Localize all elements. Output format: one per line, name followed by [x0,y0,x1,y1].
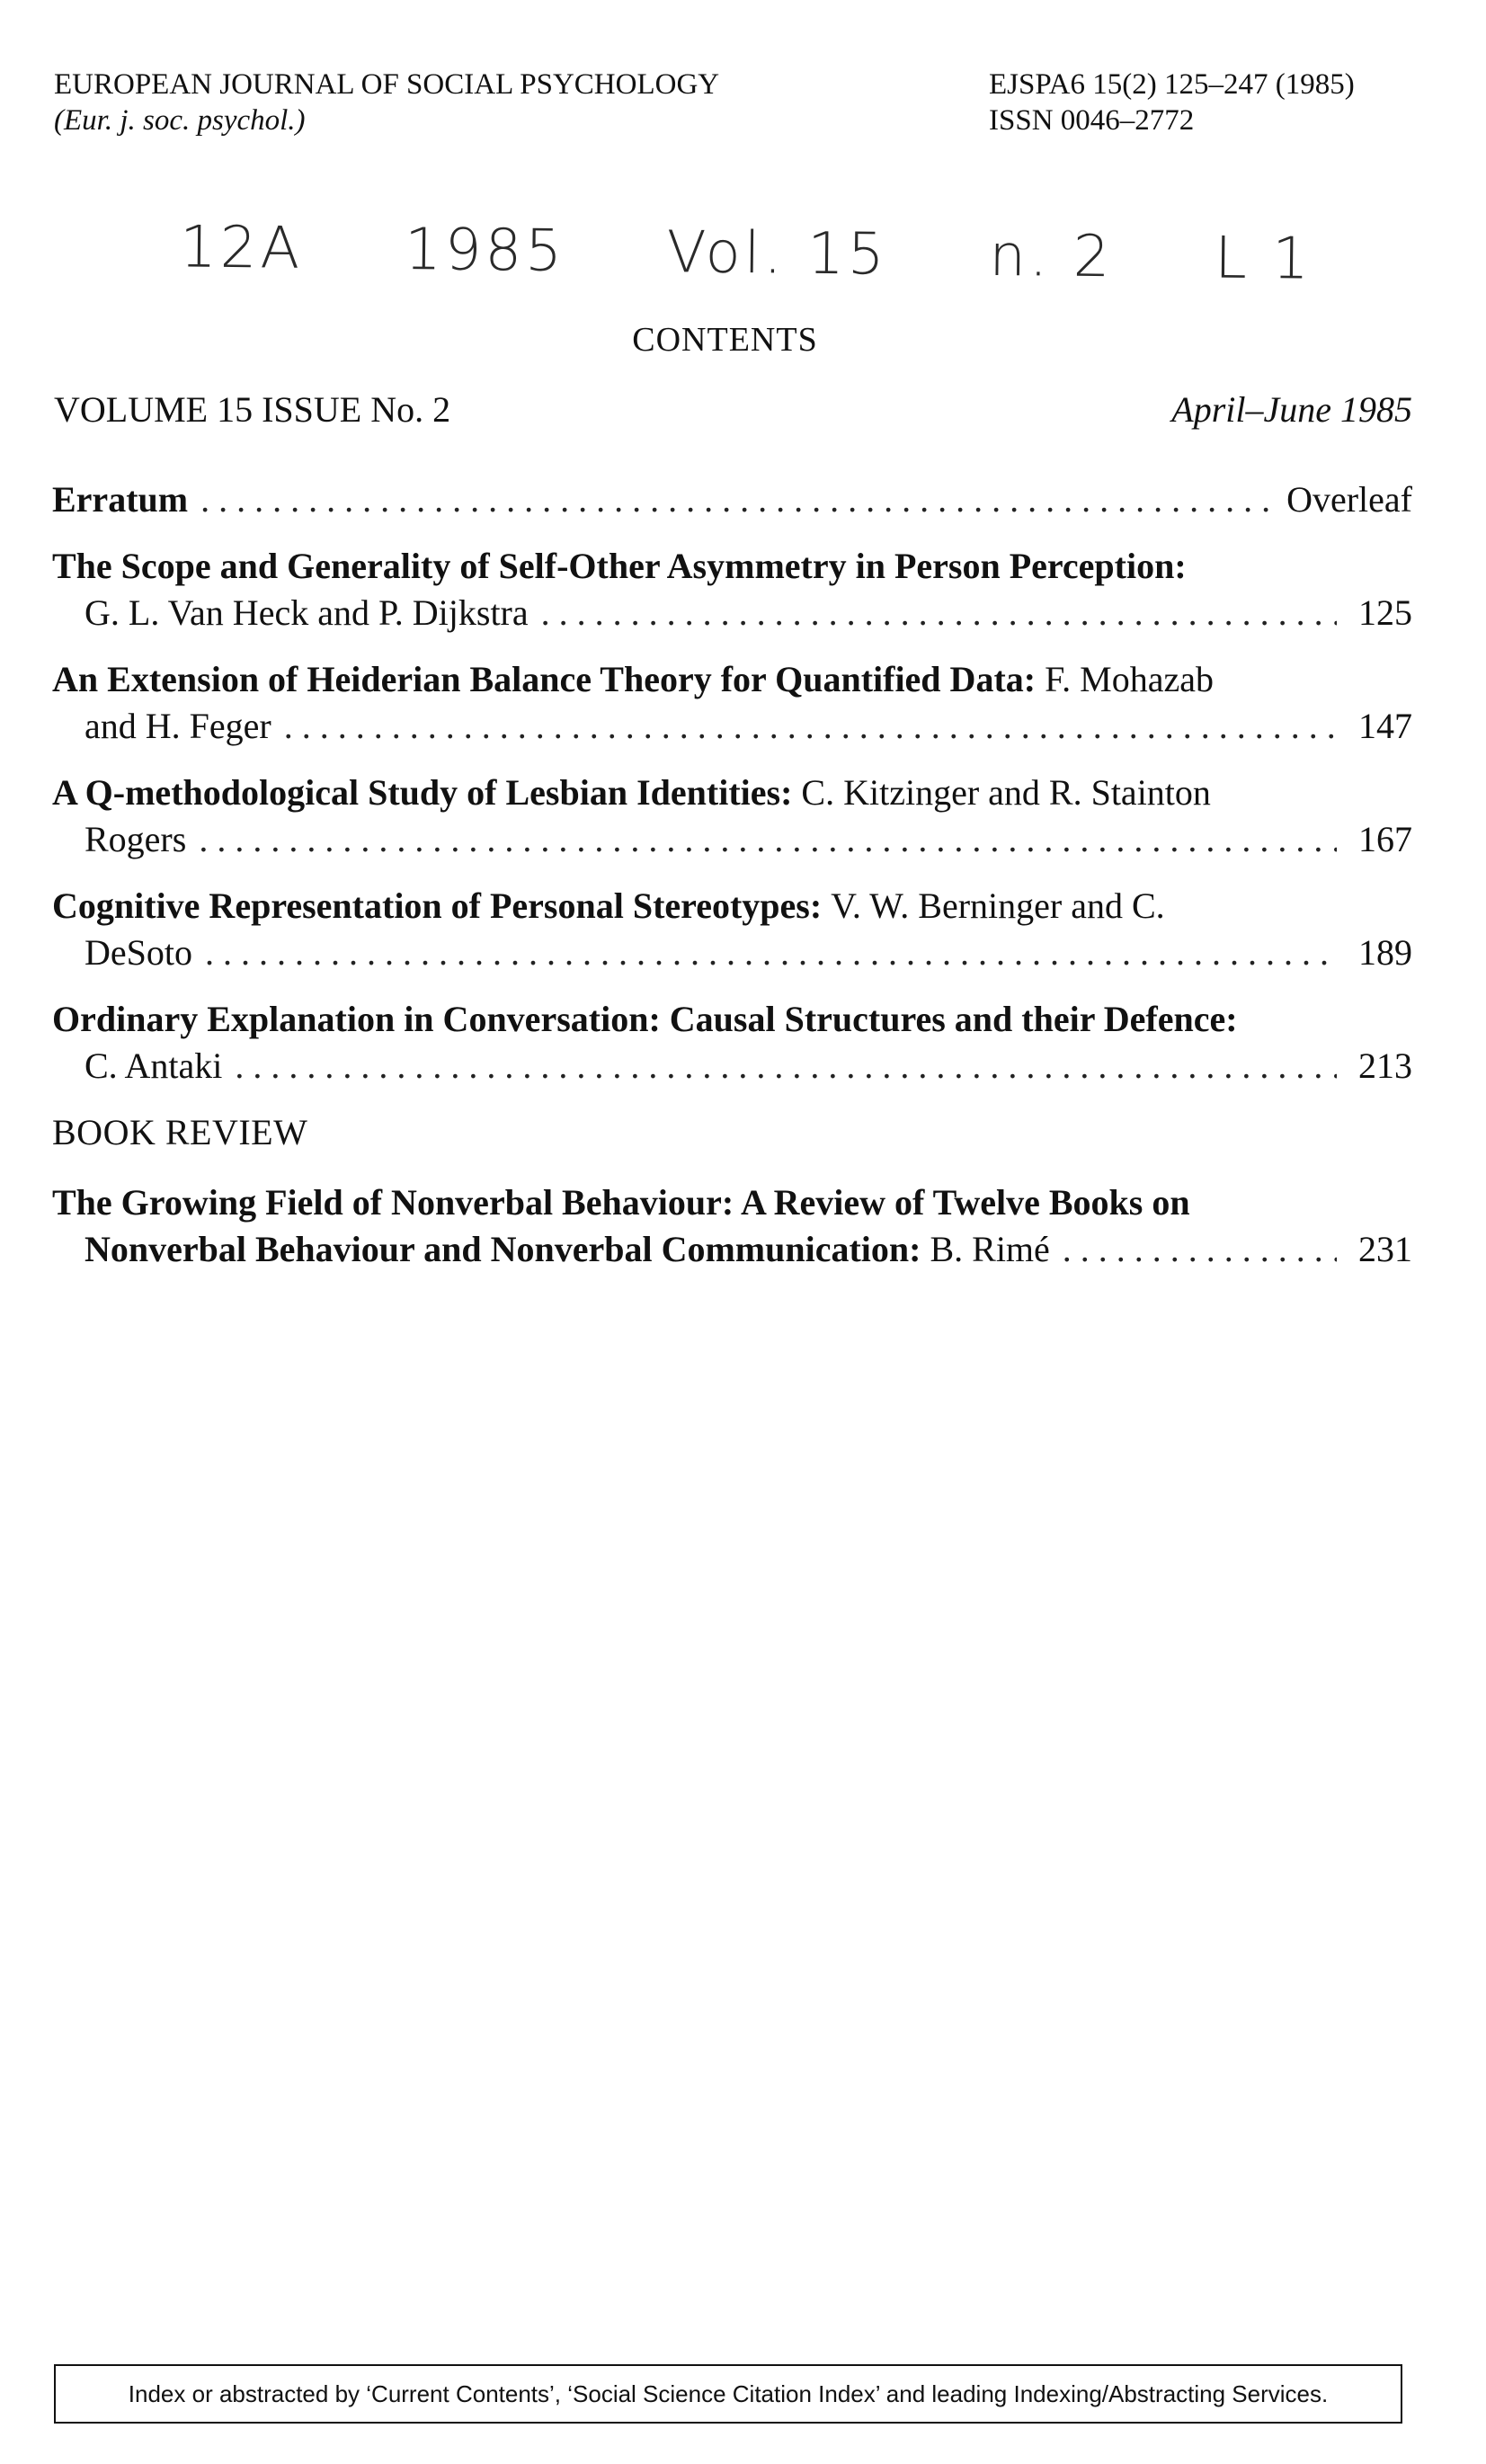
toc-entry-title-continued: Nonverbal Behaviour and Nonverbal Communication: [85,1229,921,1269]
toc-entry [52,996,1412,1090]
dot-leader [235,1043,1337,1090]
volume-line [54,388,1412,431]
indexing-notice [54,2364,1402,2424]
toc-entry-page: 125 [1358,592,1412,633]
issn: ISSN 0046–2772 [989,104,1195,137]
volume-issue: VOLUME 15 ISSUE No. 2 [54,389,451,430]
journal-header [54,67,719,138]
toc-entry-page: 167 [1358,819,1412,859]
issue-date: April–June 1985 [1171,389,1412,430]
toc-entry-title: Ordinary Explanation in Conversation: Causal Structures and their Defence: [52,999,1238,1039]
toc-entry-page: Overleaf [1286,479,1412,520]
toc-entry-title: Erratum [52,479,189,520]
toc-entry-authors: B. Rimé [930,1229,1050,1269]
toc-entry-authors: C. Kitzinger and R. Stainton [801,772,1211,813]
dot-leader [205,930,1337,976]
toc-entry [52,769,1412,863]
toc-entry-title: The Scope and Generality of Self-Other Asymmetry in Person Perception: [52,546,1187,586]
journal-title: EUROPEAN JOURNAL OF SOCIAL PSYCHOLOGY [54,68,720,101]
toc-entry [52,656,1412,750]
toc-entry-title: An Extension of Heiderian Balance Theory for Quantified Data: [52,659,1037,699]
toc-entry-title: Cognitive Representation of Personal Stereotypes: [52,885,823,926]
toc-entry-page: 189 [1358,932,1412,973]
toc-entry-page: 213 [1358,1045,1412,1086]
dot-leader [1063,1226,1337,1273]
dot-leader [541,590,1337,636]
handwritten-annotation [180,214,1313,292]
handwritten-part: Vol. 15 [666,219,889,289]
toc-entry-title: A Q-methodological Study of Lesbian Identities: [52,772,793,813]
toc-entry-authors: DeSoto [85,932,192,973]
indexing-notice-text: Index or abstracted by ‘Current Contents’, ‘Social Science Citation Index’ and leading Indexing/Abstracting Services. [128,2379,1329,2407]
toc-entry-authors: V. W. Berninger and C. [831,885,1165,926]
toc-entry-authors: F. Mohazab [1045,659,1214,699]
journal-abbreviation: (Eur. j. soc. psychol.) [54,104,306,137]
handwritten-part: n. 2 [989,222,1114,291]
toc-entry-authors: C. Antaki [85,1045,223,1086]
toc-entry-page: 231 [1358,1229,1412,1269]
toc-entry-authors: and H. Feger [85,706,271,746]
toc-entry [52,476,1412,523]
dot-leader [200,476,1274,523]
handwritten-part: L 1 [1214,225,1313,293]
handwritten-part: 1985 [404,217,566,285]
toc-entry-page: 147 [1358,706,1412,746]
coden: EJSPA6 15(2) 125–247 (1985) [989,68,1355,101]
handwritten-part: 12A [179,214,304,282]
toc-entry-title: The Growing Field of Nonverbal Behaviour: A Review of Twelve Books on [52,1182,1190,1223]
toc-entry [52,543,1412,636]
toc-entry-authors: Rogers [85,819,187,859]
toc-entry-authors: G. L. Van Heck and P. Dijkstra [85,592,529,633]
table-of-contents [52,476,1412,1293]
book-review-heading: BOOK REVIEW [52,1112,308,1152]
dot-leader [284,703,1337,750]
toc-entry [52,883,1412,976]
contents-heading: CONTENTS [632,321,818,359]
dot-leader [199,816,1337,863]
journal-identifiers [989,67,1355,138]
toc-entry-book-review [52,1179,1412,1273]
